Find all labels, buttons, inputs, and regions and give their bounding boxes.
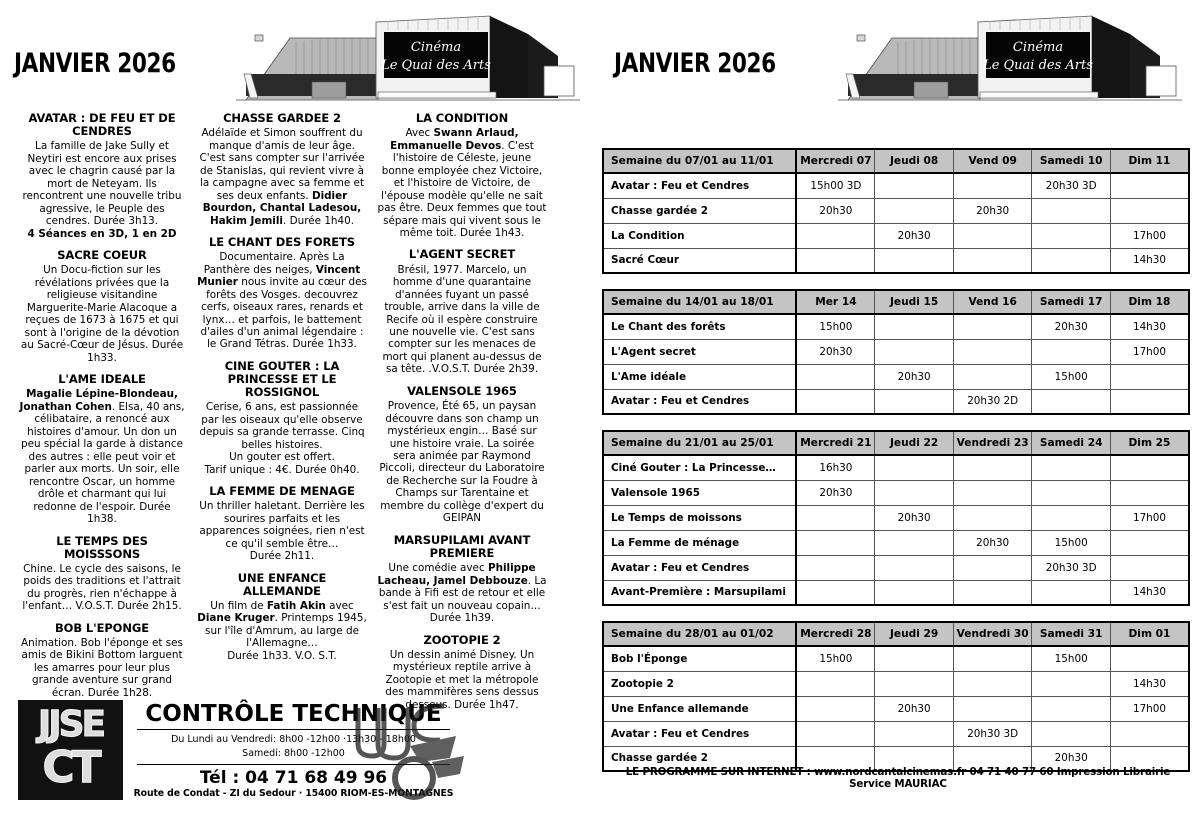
showtime-cell	[875, 314, 954, 339]
table-row	[603, 248, 1189, 273]
showtime-cell	[1032, 671, 1111, 696]
table-row	[603, 223, 1189, 248]
film-text: Un film de	[210, 599, 267, 612]
film-synopsis	[377, 127, 547, 239]
week-label: Semaine du 28/01 au 01/02	[603, 622, 796, 646]
showtime-cell	[875, 198, 954, 223]
day-header: Mercredi 28	[796, 622, 875, 646]
advert-hours-saturday: Samedi: 8h00 -12h00	[242, 747, 345, 759]
film-synopsis	[197, 251, 367, 351]
day-header: Samedi 31	[1032, 622, 1111, 646]
film-entry	[197, 360, 367, 476]
schedule-film-name: Sacré Cœur	[603, 248, 796, 273]
showtime-cell: 20h30	[1032, 746, 1111, 771]
showtime-cell	[1032, 580, 1111, 605]
showtime-cell	[875, 671, 954, 696]
day-header: Mer 14	[796, 290, 875, 314]
table-row	[603, 505, 1189, 530]
showtime-cell	[875, 455, 954, 480]
showtime-cell	[796, 505, 875, 530]
table-row	[603, 696, 1189, 721]
film-text: Avec	[405, 127, 434, 140]
film-entry	[377, 248, 547, 375]
film-entry	[17, 112, 187, 240]
film-synopsis	[377, 562, 547, 624]
schedule-film-name: Ciné Gouter : La Princesse…	[603, 455, 796, 480]
table-row	[603, 671, 1189, 696]
showtime-cell: 20h30	[796, 339, 875, 364]
showtime-cell	[796, 364, 875, 389]
table-row	[603, 455, 1189, 480]
film-title: SACRE COEUR	[57, 248, 147, 263]
schedule-table-week-4	[602, 621, 1190, 772]
showtime-cell	[953, 696, 1032, 721]
showtime-cell: 14h30	[1110, 580, 1189, 605]
film-title: CINE GOUTER : LA PRINCESSE ET LE ROSSIGNOL	[224, 358, 340, 400]
month-title-left: JANVIER 2026	[14, 48, 176, 79]
showtime-cell	[796, 696, 875, 721]
showtime-cell	[1032, 721, 1111, 746]
day-header: Vend 16	[953, 290, 1032, 314]
showtime-cell	[1032, 696, 1111, 721]
showtime-cell	[1032, 480, 1111, 505]
showtime-cell	[796, 530, 875, 555]
table-row	[603, 314, 1189, 339]
film-text: . Durée 1h40.	[283, 214, 355, 227]
day-header: Samedi 10	[1032, 149, 1111, 173]
marquee-line2: Le Quai des Arts	[381, 58, 491, 73]
month-title-right: JANVIER 2026	[614, 48, 776, 79]
schedule-table-week-1	[602, 148, 1190, 274]
film-text: Cerise, 6 ans, est passionnée par les oiseaux qu'elle observe depuis sa grande terrasse. Cinq belles histoires. Un gouter est offert. Tarif unique : 4€. Durée 0h40.	[199, 401, 365, 476]
showtime-cell	[953, 505, 1032, 530]
showtime-cell: 20h30	[1032, 314, 1111, 339]
cinema-building-illustration-left	[228, 4, 588, 108]
showtime-cell: 20h30	[953, 198, 1032, 223]
day-header: Dim 11	[1110, 149, 1189, 173]
schedule-tables-container	[602, 148, 1190, 787]
footer-note: LE PROGRAMME SUR INTERNET : www.nordcantalcinemas.fr 04 71 40 77 60 Impression Librairie Service MAURIAC	[625, 766, 1171, 790]
schedule-film-name: La Condition	[603, 223, 796, 248]
day-header: Mercredi 07	[796, 149, 875, 173]
showtime-cell: 15h00	[1032, 646, 1111, 671]
showtime-cell: 20h30	[875, 364, 954, 389]
showtime-cell	[953, 646, 1032, 671]
schedule-film-name: Le Chant des forêts	[603, 314, 796, 339]
left-header	[0, 0, 592, 112]
showtime-cell	[875, 530, 954, 555]
schedule-film-name: Une Enfance allemande	[603, 696, 796, 721]
schedule-table-week-2	[602, 289, 1190, 415]
schedule-header-row	[603, 431, 1189, 455]
jjse-ct-logo	[18, 700, 123, 800]
day-header: Samedi 17	[1032, 290, 1111, 314]
marquee-line1: Cinéma	[410, 40, 462, 55]
film-text: Une comédie avec	[388, 562, 488, 575]
film-text: Chine. Le cycle des saisons, le poids des traditions et l'attrait du progrès, rien n'échappe à l'enfant… V.O.S.T. Durée 2h15.	[22, 562, 182, 613]
week-label: Semaine du 21/01 au 25/01	[603, 431, 796, 455]
film-column-1	[12, 112, 192, 720]
film-text: Documentaire. Après La Panthère des neiges,	[203, 251, 345, 276]
table-row	[603, 721, 1189, 746]
schedule-table-week-3	[602, 430, 1190, 606]
showtime-cell	[953, 314, 1032, 339]
right-page	[592, 0, 1200, 820]
film-text: . Printemps 1945, sur l'île d'Amrum, au large de l'Allemagne… Durée 1h33. V.O. S.T.	[205, 612, 367, 662]
film-text: avec	[325, 599, 354, 612]
schedule-film-name: La Femme de ménage	[603, 530, 796, 555]
showtime-cell	[796, 721, 875, 746]
showtime-cell	[1110, 455, 1189, 480]
film-synopsis-columns	[12, 112, 584, 720]
schedule-film-name: Zootopie 2	[603, 671, 796, 696]
day-header: Jeudi 15	[875, 290, 954, 314]
film-cast-bold: 4 Séances en 3D, 1 en 2D	[27, 227, 177, 240]
advert-hours-weekday: Du Lundi au Vendredi: 8h00 -12h00 ·13h30 - 18h00	[171, 734, 416, 746]
film-entry	[197, 236, 367, 351]
showtime-cell	[1110, 364, 1189, 389]
showtime-cell	[953, 173, 1032, 198]
day-header: Jeudi 08	[875, 149, 954, 173]
schedule-film-name: Avatar : Feu et Cendres	[603, 721, 796, 746]
right-header	[592, 0, 1200, 112]
showtime-cell	[953, 364, 1032, 389]
showtime-cell	[875, 480, 954, 505]
left-page	[0, 0, 592, 820]
day-header: Mercredi 21	[796, 431, 875, 455]
film-title: LE CHANT DES FORETS	[209, 234, 355, 249]
logo-line2: CT	[42, 742, 99, 793]
film-title: LE TEMPS DES MOISSSONS	[56, 533, 148, 561]
schedule-film-name: Avatar : Feu et Cendres	[603, 389, 796, 414]
film-column-3	[372, 112, 552, 720]
showtime-cell	[1110, 555, 1189, 580]
film-entry	[17, 373, 187, 525]
showtime-cell	[953, 671, 1032, 696]
showtime-cell	[875, 646, 954, 671]
film-text: Un dessin animé Disney. Un mystérieux reptile arrive à Zootopie et met la métropole des mammifères sens dessus dessous. Durée 1h47.	[385, 648, 539, 711]
film-cast-bold: Philippe Lacheau, Jamel Debbouze	[377, 562, 536, 587]
film-text: Brésil, 1977. Marcelo, un homme d'une quarantaine d'années fuyant un passé trouble, arrive dans la ville de Recife où il espère construire une nouvelle vie. C'est sans compter sur les menaces de mort qui planent au-dessus de sa tête. .V.O.S.T. Durée 2h39.	[382, 263, 542, 376]
film-title: LA FEMME DE MENAGE	[209, 484, 355, 499]
showtime-cell: 20h30	[875, 505, 954, 530]
controle-technique-advert	[18, 700, 460, 800]
day-header: Dim 01	[1110, 622, 1189, 646]
film-title: CHASSE GARDEE 2	[223, 111, 341, 125]
week-label: Semaine du 14/01 au 18/01	[603, 290, 796, 314]
showtime-cell	[875, 555, 954, 580]
schedule-film-name: Valensole 1965	[603, 480, 796, 505]
film-entry	[197, 485, 367, 563]
film-cast-bold: Swann Arlaud, Emmanuelle Devos	[390, 127, 519, 152]
showtime-cell	[1032, 389, 1111, 414]
schedule-film-name: Avatar : Feu et Cendres	[603, 173, 796, 198]
film-text: Animation. Bob l'éponge et ses amis de Bikini Bottom larguent les amarres pour leur plus grande aventure sur grand écran. Durée 1h28.	[21, 636, 183, 699]
schedule-header-row	[603, 290, 1189, 314]
film-entry	[197, 572, 367, 663]
showtime-cell	[953, 223, 1032, 248]
showtime-cell	[953, 555, 1032, 580]
cinema-building-illustration-right	[830, 4, 1190, 108]
showtime-cell: 20h30 3D	[1032, 555, 1111, 580]
showtime-cell	[1032, 248, 1111, 273]
showtime-cell	[953, 455, 1032, 480]
showtime-cell	[1032, 455, 1111, 480]
showtime-cell	[953, 248, 1032, 273]
day-header: Vend 09	[953, 149, 1032, 173]
table-row	[603, 389, 1189, 414]
film-title: BOB L'EPONGE	[55, 620, 149, 635]
film-synopsis	[17, 388, 187, 525]
showtime-cell: 15h00 3D	[796, 173, 875, 198]
jjse-ct-watermark-logo	[352, 700, 474, 800]
showtime-cell: 14h30	[1110, 671, 1189, 696]
day-header: Samedi 24	[1032, 431, 1111, 455]
film-synopsis	[197, 600, 367, 662]
showtime-cell	[1110, 198, 1189, 223]
film-title: L'AME IDEALE	[58, 372, 146, 387]
film-synopsis	[17, 140, 187, 240]
table-row	[603, 339, 1189, 364]
table-row	[603, 480, 1189, 505]
film-title: L'AGENT SECRET	[408, 247, 516, 262]
table-row	[603, 580, 1189, 605]
showtime-cell: 20h30 3D	[953, 721, 1032, 746]
showtime-cell	[1032, 223, 1111, 248]
schedule-film-name: L'Ame idéale	[603, 364, 796, 389]
schedule-film-name: Chasse gardée 2	[603, 746, 796, 771]
film-text: . La bande à Fifi est de retour et elle s'est fait un nouveau copain… Durée 1h39.	[378, 574, 547, 625]
film-synopsis	[17, 563, 187, 613]
film-text: Adélaïde et Simon souffrent du manque d'amis de leur âge. C'est sans compter sur l'arrivée de Stanislas, qui revient vivre à la campagne avec sa femme et ses deux enfants.	[199, 127, 365, 202]
day-header: Jeudi 29	[875, 622, 954, 646]
showtime-cell	[1032, 339, 1111, 364]
showtime-cell	[1110, 173, 1189, 198]
showtime-cell	[1032, 198, 1111, 223]
schedule-header-row	[603, 149, 1189, 173]
showtime-cell: 20h30 3D	[1032, 173, 1111, 198]
logo-line1: JJSE	[37, 704, 104, 745]
svg-text:Le Quai des Arts: Le Quai des Arts	[983, 58, 1093, 73]
showtime-cell	[1032, 505, 1111, 530]
film-entry	[377, 385, 547, 525]
film-text: Un thriller haletant. Derrière les sourires parfaits et les apparences soignées, rien n'est ce qu'il semble être… Durée 2h11.	[199, 500, 365, 563]
showtime-cell	[796, 671, 875, 696]
film-synopsis	[17, 637, 187, 699]
showtime-cell	[953, 580, 1032, 605]
schedule-film-name: Bob l'Éponge	[603, 646, 796, 671]
film-text: nous invite au cœur des forêts des Vosges. decouvrez cerfs, oiseaux rares, renards et lynx… et parfois, le battement d'ailes d'un animal légendaire : le Grand Tétras. Durée 1h33.	[200, 276, 367, 351]
film-entry	[17, 535, 187, 613]
showtime-cell	[796, 248, 875, 273]
film-text: . Elsa, 40 ans, célibataire, a renoncé aux histoires d'amour. Un don un peu spécial la garde à distance des autres : elle peut voir et parler aux morts. Un soir, elle rencontre Oscar, un homme drôle et charmant qui lui redonne de l'espoir. Durée 1h38.	[20, 400, 185, 526]
schedule-film-name: Le Temps de moissons	[603, 505, 796, 530]
film-title: UNE ENFANCE ALLEMANDE	[237, 570, 327, 598]
advert-address: Route de Condat - ZI du Sedour · 15400 RIOM-ES-MONTAGNES	[133, 787, 454, 799]
showtime-cell	[953, 480, 1032, 505]
showtime-cell: 15h00	[1032, 364, 1111, 389]
showtime-cell	[1110, 646, 1189, 671]
film-column-2	[192, 112, 372, 720]
table-row	[603, 173, 1189, 198]
film-text: . C'est l'histoire de Céleste, jeune bonne employée chez Victoire, et l'histoire de Victoire, de l'épouse modèle qu'elle ne sait pas être. Deux femmes que tout sépare mais qui vivent sous le même toit. Durée 1h43.	[377, 139, 547, 239]
film-synopsis	[17, 264, 187, 364]
showtime-cell	[875, 580, 954, 605]
showtime-cell	[796, 389, 875, 414]
showtime-cell	[875, 248, 954, 273]
film-cast-bold: Diane Kruger	[197, 612, 275, 625]
showtime-cell	[1110, 389, 1189, 414]
schedule-film-name: L'Agent secret	[603, 339, 796, 364]
day-header: Dim 18	[1110, 290, 1189, 314]
showtime-cell	[953, 339, 1032, 364]
day-header: Vendredi 23	[953, 431, 1032, 455]
advert-telephone: Tél : 04 71 68 49 96	[199, 767, 388, 788]
showtime-cell	[1110, 721, 1189, 746]
showtime-cell: 15h00	[796, 646, 875, 671]
film-synopsis	[377, 264, 547, 376]
showtime-cell: 20h30	[875, 696, 954, 721]
table-row	[603, 555, 1189, 580]
film-title: ZOOTOPIE 2	[423, 632, 501, 647]
showtime-cell: 20h30	[953, 530, 1032, 555]
week-label: Semaine du 07/01 au 11/01	[603, 149, 796, 173]
film-synopsis	[197, 127, 367, 227]
advert-title: CONTRÔLE TECHNIQUE	[145, 701, 442, 727]
showtime-cell: 17h00	[1110, 505, 1189, 530]
film-title: VALENSOLE 1965	[407, 383, 517, 398]
film-cast-bold: Magalie Lépine-Blondeau, Jonathan Cohen	[19, 388, 178, 413]
film-title: LA CONDITION	[415, 111, 509, 125]
day-header: Jeudi 22	[875, 431, 954, 455]
table-row	[603, 198, 1189, 223]
showtime-cell: 16h30	[796, 455, 875, 480]
showtime-cell: 17h00	[1110, 339, 1189, 364]
schedule-film-name: Avatar : Feu et Cendres	[603, 555, 796, 580]
table-row	[603, 364, 1189, 389]
schedule-film-name: Avant-Première : Marsupilami	[603, 580, 796, 605]
film-synopsis	[197, 401, 367, 476]
film-cast-bold: Didier Bourdon, Chantal Ladesou, Hakim Jemili	[202, 189, 362, 227]
film-cast-bold: Fatih Akin	[266, 599, 326, 612]
table-row	[603, 646, 1189, 671]
table-row	[603, 530, 1189, 555]
film-entry	[17, 622, 187, 700]
showtime-cell: 15h00	[796, 314, 875, 339]
showtime-cell: 20h30	[875, 223, 954, 248]
film-entry	[17, 249, 187, 364]
day-header: Vendredi 30	[953, 622, 1032, 646]
advert-body	[123, 700, 460, 800]
showtime-cell: 20h30 2D	[953, 389, 1032, 414]
film-synopsis	[197, 500, 367, 562]
showtime-cell: 17h00	[1110, 223, 1189, 248]
film-text: Un Docu-fiction sur les révélations privées que la religieuse visitandine Marguerite-Marie Alacoque a reçues de 1673 à 1675 et qui sont à l'origine de la dévotion au Sacré-Cœur de Jésus. Durée 1h33.	[20, 264, 184, 364]
showtime-cell	[875, 339, 954, 364]
film-entry	[197, 112, 367, 227]
film-synopsis	[377, 400, 547, 525]
showtime-cell: 20h30	[796, 198, 875, 223]
showtime-cell: 14h30	[1110, 248, 1189, 273]
showtime-cell	[875, 173, 954, 198]
showtime-cell: 15h00	[1032, 530, 1111, 555]
day-header: Dim 25	[1110, 431, 1189, 455]
showtime-cell: 20h30	[796, 480, 875, 505]
showtime-cell	[796, 580, 875, 605]
schedule-film-name: Chasse gardée 2	[603, 198, 796, 223]
film-title: AVATAR : DE FEU ET DE CENDRES	[28, 111, 176, 139]
showtime-cell	[875, 721, 954, 746]
showtime-cell	[796, 555, 875, 580]
showtime-cell	[1110, 530, 1189, 555]
film-text: La famille de Jake Sully et Neytiri est encore aux prises avec le chagrin causé par la mort de Neteyam. Ils rencontrent une nouvelle tribu agressive, le Peuple des cendres. Durée 3h13.	[22, 140, 182, 228]
showtime-cell	[1110, 480, 1189, 505]
showtime-cell: 14h30	[1110, 314, 1189, 339]
film-cast-bold: Vincent Munier	[197, 263, 361, 289]
film-text: Provence, Été 65, un paysan découvre dans son champ un mystérieux engin… Basé sur une histoire vraie. La soirée sera animée par Raymond Piccoli, directeur du Laboratoire de Recherche sur la Foudre à Champs sur Tarentaine et membre du collège d'expert du GEIPAN	[379, 400, 545, 525]
showtime-cell: 17h00	[1110, 696, 1189, 721]
svg-text:Cinéma: Cinéma	[1012, 40, 1064, 55]
showtime-cell	[875, 389, 954, 414]
film-title: MARSUPILAMI AVANT PREMIERE	[393, 532, 531, 560]
film-entry	[377, 534, 547, 625]
schedule-header-row	[603, 622, 1189, 646]
film-entry	[377, 112, 547, 239]
showtime-cell	[796, 223, 875, 248]
